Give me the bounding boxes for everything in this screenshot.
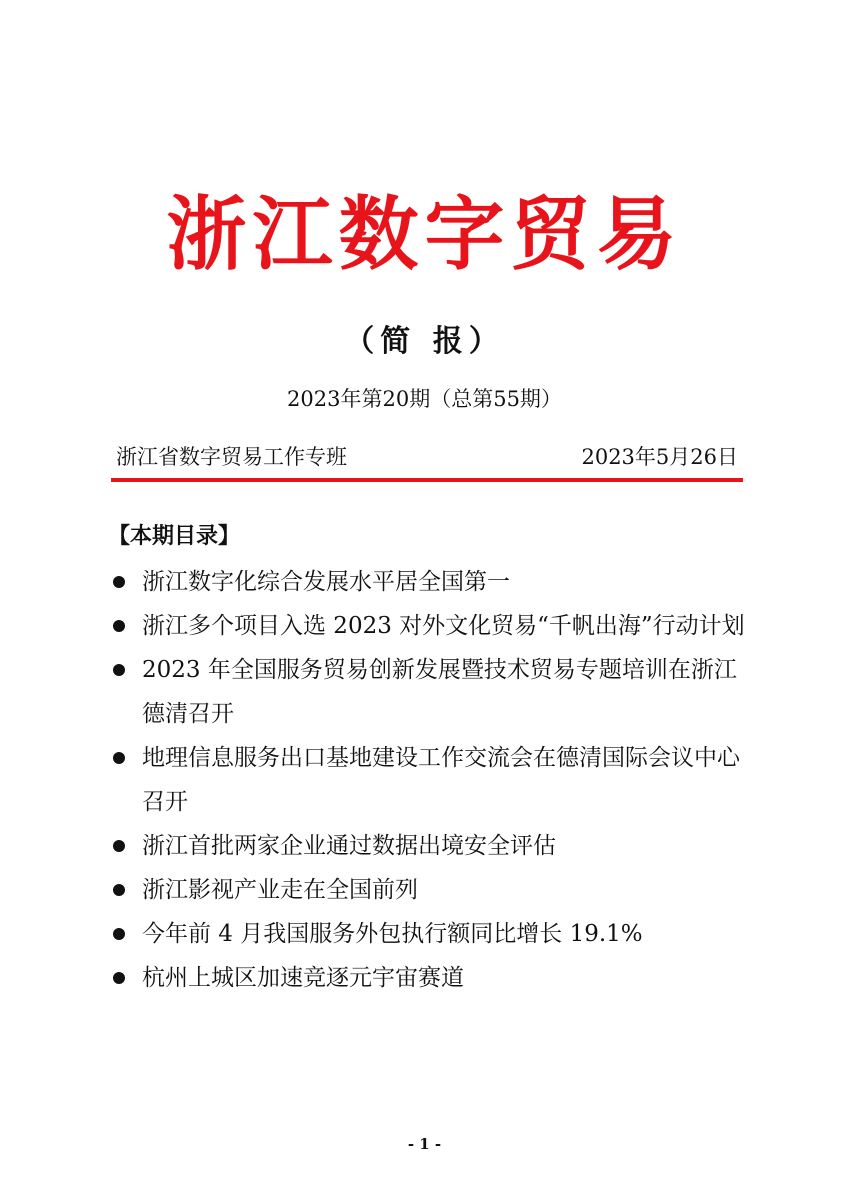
bullet-icon: [113, 972, 125, 984]
masthead-title: 浙江数字贸易: [166, 188, 683, 281]
toc-item-text: 2023 年全国服务贸易创新发展暨技术贸易专题培训在浙江德清召开: [142, 657, 737, 727]
bullet-icon: [113, 664, 125, 676]
toc-item-text: 浙江影视产业走在全国前列: [142, 877, 418, 903]
toc-item: [110, 824, 750, 868]
toc-item: [110, 604, 750, 648]
toc-item: [110, 648, 750, 736]
toc-item: [110, 912, 750, 956]
bullet-icon: [113, 576, 125, 588]
toc-item: [110, 736, 750, 824]
toc-item-text: 浙江多个项目入选 2023 对外文化贸易“千帆出海”行动计划: [142, 613, 745, 639]
header-divider: [111, 478, 743, 482]
toc-item-text: 今年前 4 月我国服务外包执行额同比增长 19.1%: [142, 921, 643, 947]
toc-item: [110, 868, 750, 912]
toc-item: [110, 956, 750, 1000]
bullet-icon: [113, 620, 125, 632]
issue-number: 2023年第20期（总第55期）: [287, 387, 562, 411]
toc-heading: 【本期目录】: [108, 524, 241, 549]
bullet-icon: [113, 884, 125, 896]
masthead-subtitle: （简 报）: [344, 324, 505, 359]
toc-item-text: 杭州上城区加速竞逐元宇宙赛道: [142, 965, 464, 991]
toc-list: [110, 560, 750, 1000]
toc-item-text: 浙江数字化综合发展水平居全国第一: [142, 569, 510, 595]
toc-item-text: 浙江首批两家企业通过数据出境安全评估: [142, 833, 556, 859]
publication-date: 2023年5月26日: [581, 445, 738, 469]
bullet-icon: [113, 928, 125, 940]
bullet-icon: [113, 752, 125, 764]
toc-item-text: 地理信息服务出口基地建设工作交流会在德清国际会议中心召开: [142, 745, 740, 815]
page-number: - 1 -: [407, 1135, 442, 1153]
toc-item: [110, 560, 750, 604]
publisher-name: 浙江省数字贸易工作专班: [116, 445, 347, 469]
bullet-icon: [113, 840, 125, 852]
